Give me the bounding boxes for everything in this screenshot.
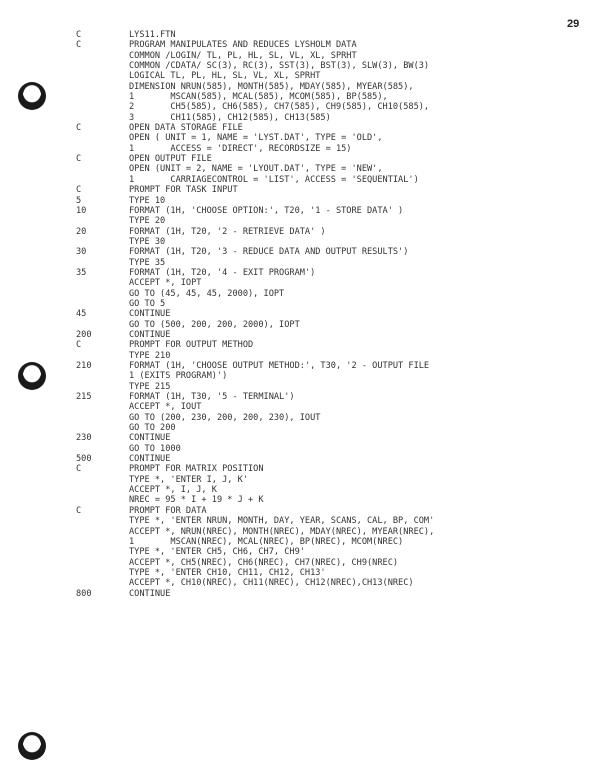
code-text: ACCEPT *, CH10(NREC), CH11(NREC), CH12(NREC),CH13(NREC) (129, 578, 414, 589)
code-line (0, 537, 612, 547)
line-label: C (76, 464, 82, 475)
code-text: TYPE 30 (129, 236, 166, 247)
code-text: ACCEPT *, CH5(NREC), CH6(NREC), CH7(NREC), CH9(NREC) (129, 557, 399, 568)
code-text: PROMPT FOR DATA (129, 505, 207, 516)
code-line (0, 578, 612, 588)
code-line (0, 444, 612, 454)
code-text: 1 (EXITS PROGRAM)') (129, 371, 228, 382)
code-text: PROMPT FOR TASK INPUT (129, 185, 238, 196)
line-label: C (76, 154, 82, 165)
code-line (0, 392, 612, 402)
code-text: COMMON /LOGIN/ TL, PL, HL, SL, VL, XL, SPRHT (129, 50, 357, 61)
code-line (0, 82, 612, 92)
code-line (0, 92, 612, 102)
code-text: FORMAT (1H, T30, '5 - TERMINAL') (129, 392, 295, 403)
code-line (0, 402, 612, 412)
code-line (0, 464, 612, 474)
code-line (0, 320, 612, 330)
code-text: COMMON /CDATA/ SC(3), RC(3), SST(3), BST(3), SLW(3), BW(3) (129, 61, 430, 72)
code-text: 2 CH5(585), CH6(585), CH7(585), CH9(585), CH10(585), (129, 102, 430, 113)
code-line (0, 340, 612, 350)
code-line (0, 237, 612, 247)
code-line (0, 485, 612, 495)
code-line (0, 495, 612, 505)
code-line (0, 30, 612, 40)
code-text: TYPE 210 (129, 350, 171, 361)
code-line (0, 568, 612, 578)
code-text: FORMAT (1H, T20, '4 - EXIT PROGRAM') (129, 267, 316, 278)
code-line (0, 61, 612, 71)
code-text: NREC = 95 * I + 19 * J + K (129, 495, 264, 506)
page-number: 29 (567, 18, 580, 30)
code-text: ACCEPT *, NRUN(NREC), MONTH(NREC), MDAY(NREC), MYEAR(NREC), (129, 526, 435, 537)
code-text: CONTINUE (129, 329, 171, 340)
code-text: ACCEPT *, IOPT (129, 278, 202, 289)
code-text: 1 MSCAN(NREC), MCAL(NREC), BP(NREC), MCOM(NREC) (129, 536, 404, 547)
code-line (0, 268, 612, 278)
code-line (0, 247, 612, 257)
code-line (0, 113, 612, 123)
code-text: TYPE 20 (129, 216, 166, 227)
code-line (0, 258, 612, 268)
code-text: DIMENSION NRUN(585), MONTH(585), MDAY(585), MYEAR(585), (129, 81, 414, 92)
code-text: ACCEPT *, I, J, K (129, 485, 217, 496)
code-text: LYS11.FTN (129, 30, 176, 40)
code-text: CONTINUE (129, 588, 171, 599)
code-text: FORMAT (1H, T20, '2 - RETRIEVE DATA' ) (129, 226, 326, 237)
code-line (0, 289, 612, 299)
code-line (0, 371, 612, 381)
line-label: 10 (76, 205, 87, 216)
line-label: C (76, 185, 82, 196)
line-label: C (76, 340, 82, 351)
code-text: GO TO (45, 45, 45, 2000), IOPT (129, 288, 285, 299)
code-text: OPEN (UNIT = 2, NAME = 'LYOUT.DAT', TYPE = 'NEW', (129, 164, 383, 175)
line-label: C (76, 40, 82, 51)
code-line (0, 309, 612, 319)
code-text: FORMAT (1H, T20, '3 - REDUCE DATA AND OUTPUT RESULTS') (129, 247, 409, 258)
line-label: 200 (76, 329, 92, 340)
code-listing (0, 30, 612, 599)
code-text: PROMPT FOR MATRIX POSITION (129, 464, 264, 475)
code-text: TYPE 10 (129, 195, 166, 206)
code-text: 1 MSCAN(585), MCAL(585), MCOM(585), BP(585), (129, 92, 388, 103)
code-text: ACCEPT *, IOUT (129, 402, 202, 413)
code-line (0, 382, 612, 392)
code-text: CONTINUE (129, 309, 171, 320)
line-label: 215 (76, 392, 92, 403)
code-text: PROMPT FOR OUTPUT METHOD (129, 340, 254, 351)
code-line (0, 123, 612, 133)
code-line (0, 144, 612, 154)
code-line (0, 527, 612, 537)
code-line (0, 196, 612, 206)
code-text: FORMAT (1H, 'CHOOSE OPTION:', T20, '1 - STORE DATA' ) (129, 205, 404, 216)
code-text: TYPE 35 (129, 257, 166, 268)
code-line (0, 361, 612, 371)
code-line (0, 330, 612, 340)
line-label: 30 (76, 247, 87, 258)
code-line (0, 51, 612, 61)
code-line (0, 185, 612, 195)
code-line (0, 433, 612, 443)
code-line (0, 558, 612, 568)
code-line (0, 154, 612, 164)
code-line (0, 589, 612, 599)
code-line (0, 351, 612, 361)
code-line (0, 164, 612, 174)
code-text: 3 CH11(585), CH12(585), CH13(585) (129, 112, 331, 123)
code-text: TYPE *, 'ENTER CH10, CH11, CH12, CH13' (129, 567, 326, 578)
code-text: OPEN ( UNIT = 1, NAME = 'LYST.DAT', TYPE = 'OLD', (129, 133, 383, 144)
code-text: PROGRAM MANIPULATES AND REDUCES LYSHOLM DATA (129, 40, 357, 51)
code-line (0, 227, 612, 237)
code-text: GO TO 1000 (129, 443, 181, 454)
code-text: GO TO 5 (129, 298, 166, 309)
line-label: 5 (76, 195, 82, 206)
code-line (0, 133, 612, 143)
code-line (0, 102, 612, 112)
code-text: CONTINUE (129, 433, 171, 444)
punch-hole (18, 732, 46, 760)
line-label: C (76, 30, 82, 40)
code-line (0, 71, 612, 81)
code-line (0, 506, 612, 516)
code-text: TYPE 215 (129, 381, 171, 392)
code-line (0, 40, 612, 50)
code-text: GO TO (200, 230, 200, 200, 230), IOUT (129, 412, 321, 423)
code-line (0, 175, 612, 185)
code-text: LOGICAL TL, PL, HL, SL, VL, XL, SPRHT (129, 71, 321, 82)
code-line (0, 454, 612, 464)
code-text: GO TO 200 (129, 423, 176, 434)
code-line (0, 475, 612, 485)
code-line (0, 423, 612, 433)
code-text: OPEN OUTPUT FILE (129, 154, 212, 165)
code-text: OPEN DATA STORAGE FILE (129, 123, 243, 134)
line-label: 20 (76, 226, 87, 237)
code-line (0, 547, 612, 557)
line-label: 800 (76, 588, 92, 599)
code-text: 1 CARRIAGECONTROL = 'LIST', ACCESS = 'SEQUENTIAL') (129, 174, 419, 185)
code-text: FORMAT (1H, 'CHOOSE OUTPUT METHOD:', T30, '2 - OUTPUT FILE (129, 361, 430, 371)
line-label: 500 (76, 454, 92, 465)
line-label: C (76, 505, 82, 516)
code-line (0, 278, 612, 288)
code-line (0, 216, 612, 226)
line-label: C (76, 123, 82, 134)
code-line (0, 413, 612, 423)
line-label: 45 (76, 309, 87, 320)
code-text: CONTINUE (129, 454, 171, 465)
code-line (0, 299, 612, 309)
line-label: 35 (76, 267, 87, 278)
code-line (0, 206, 612, 216)
code-text: TYPE *, 'ENTER I, J, K' (129, 474, 248, 485)
code-text: 1 ACCESS = 'DIRECT', RECORDSIZE = 15) (129, 143, 352, 154)
code-line (0, 516, 612, 526)
line-label: 210 (76, 361, 92, 371)
code-text: TYPE *, 'ENTER CH5, CH6, CH7, CH9' (129, 547, 305, 558)
code-text: GO TO (500, 200, 200, 2000), IOPT (129, 319, 300, 330)
line-label: 230 (76, 433, 92, 444)
code-text: TYPE *, 'ENTER NRUN, MONTH, DAY, YEAR, SCANS, CAL, BP, COM' (129, 516, 435, 527)
